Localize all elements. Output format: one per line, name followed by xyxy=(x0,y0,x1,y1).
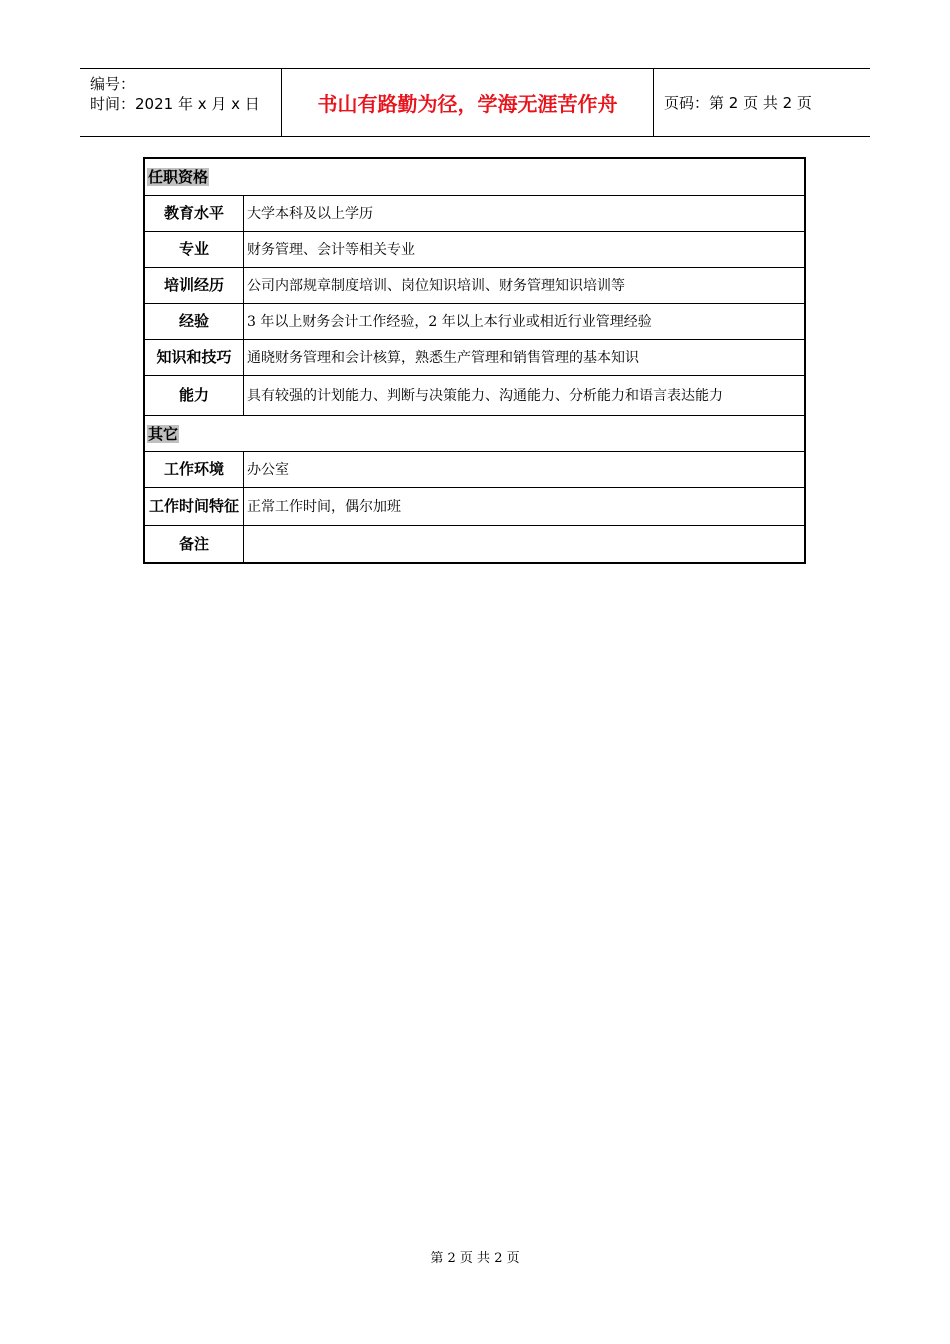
section-title: 其它 xyxy=(148,424,179,443)
row-label: 专业 xyxy=(145,232,244,267)
table-row xyxy=(145,451,804,487)
row-label: 教育水平 xyxy=(145,196,244,231)
row-value: 办公室 xyxy=(247,461,289,478)
table-row xyxy=(145,375,804,415)
section-header-qualifications xyxy=(145,159,804,195)
section-title: 任职资格 xyxy=(148,168,209,186)
table-row xyxy=(145,267,804,303)
row-label: 工作时间特征 xyxy=(145,488,244,525)
row-label: 培训经历 xyxy=(145,268,244,303)
document-number-label: 编号： xyxy=(90,75,136,93)
row-value: 正常工作时间，偶尔加班 xyxy=(247,498,401,515)
table-row xyxy=(145,487,804,525)
section-header-other xyxy=(145,415,804,451)
page-header xyxy=(80,68,870,137)
row-label: 能力 xyxy=(145,376,244,415)
row-value: 大学本科及以上学历 xyxy=(247,205,373,222)
document-time-label: 时间：2021 年 x 月 x 日 xyxy=(90,95,260,113)
header-motto-cell xyxy=(282,69,654,136)
row-value: 3 年以上财务会计工作经验，2 年以上本行业或相近行业管理经验 xyxy=(247,313,652,330)
table-row xyxy=(145,525,804,562)
row-label: 备注 xyxy=(145,526,244,562)
row-label: 工作环境 xyxy=(145,452,244,487)
row-label: 经验 xyxy=(145,304,244,339)
table-row xyxy=(145,231,804,267)
header-page-cell xyxy=(654,69,870,136)
table-row xyxy=(145,303,804,339)
page-footer: 第 2 页 共 2 页 xyxy=(430,1251,520,1266)
row-value: 财务管理、会计等相关专业 xyxy=(247,241,415,258)
row-value: 具有较强的计划能力、判断与决策能力、沟通能力、分析能力和语言表达能力 xyxy=(247,387,723,404)
header-motto: 书山有路勤为径，学海无涯苦作舟 xyxy=(317,92,618,116)
header-page-number: 页码：第 2 页 共 2 页 xyxy=(664,94,812,112)
table-row xyxy=(145,195,804,231)
header-left-cell xyxy=(80,69,282,136)
qualification-table xyxy=(143,157,806,564)
row-value: 公司内部规章制度培训、岗位知识培训、财务管理知识培训等 xyxy=(247,277,625,294)
row-value xyxy=(244,526,804,562)
row-value: 通晓财务管理和会计核算，熟悉生产管理和销售管理的基本知识 xyxy=(247,349,639,366)
table-row xyxy=(145,339,804,375)
row-label: 知识和技巧 xyxy=(145,340,244,375)
